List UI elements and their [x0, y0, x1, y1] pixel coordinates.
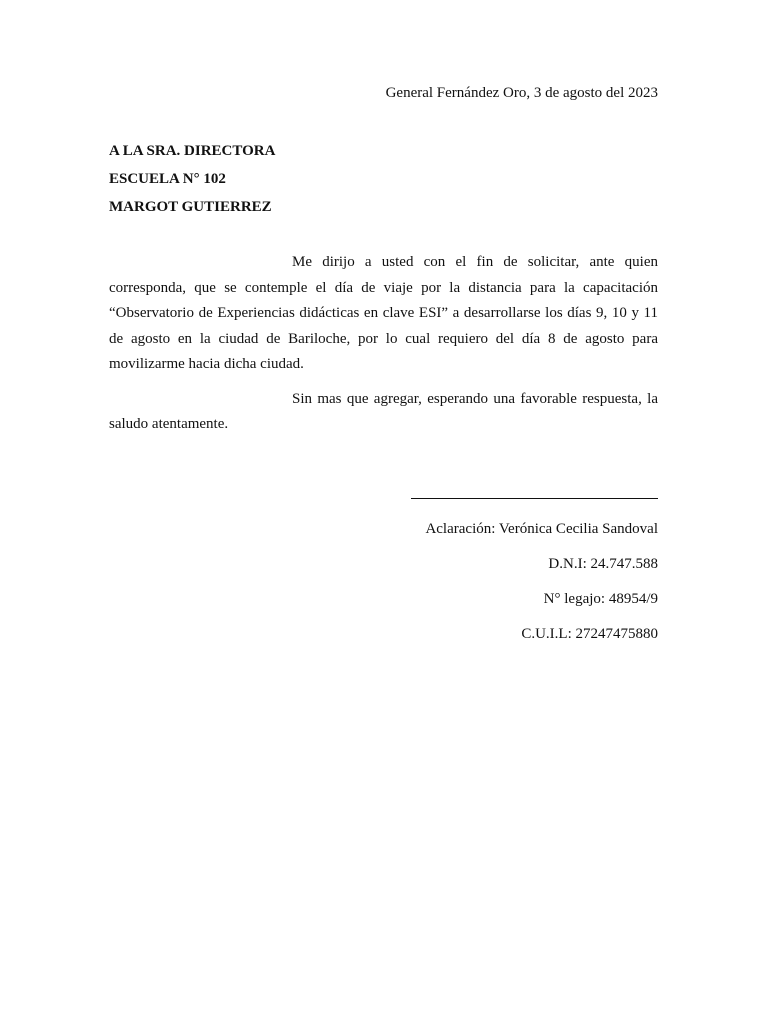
signature-dni: D.N.I: 24.747.588 [548, 556, 658, 572]
recipient-title: A LA SRA. DIRECTORA [109, 143, 276, 159]
body-paragraph-closing: Sin mas que agregar, esperando una favorable respuesta, la saludo atentamente. [109, 390, 658, 432]
signature-line [411, 486, 658, 499]
letter-body [109, 250, 658, 438]
recipient-school: ESCUELA N° 102 [109, 171, 226, 187]
signature-block [411, 486, 658, 658]
body-paragraph-request: Me dirijo a usted con el fin de solicitar, ante quien corresponda, que se contemple el día de viaje por la distancia para la capacitación “Observatorio de Experiencias didácticas en clave ESI” a desarrollarse los días 9, 10 y 11 de agosto en la ciudad de Bariloche, por lo cual requiero del día 8 de agosto para movilizarme hacia dicha ciudad. [109, 254, 658, 372]
recipient-block [109, 140, 275, 224]
date-line: General Fernández Oro, 3 de agosto del 2023 [385, 85, 658, 101]
signature-cuil: C.U.I.L: 27247475880 [521, 626, 658, 642]
recipient-name: MARGOT GUTIERREZ [109, 199, 272, 215]
signature-clarification: Aclaración: Verónica Cecilia Sandoval [425, 521, 658, 537]
signature-legajo: N° legajo: 48954/9 [543, 591, 658, 607]
